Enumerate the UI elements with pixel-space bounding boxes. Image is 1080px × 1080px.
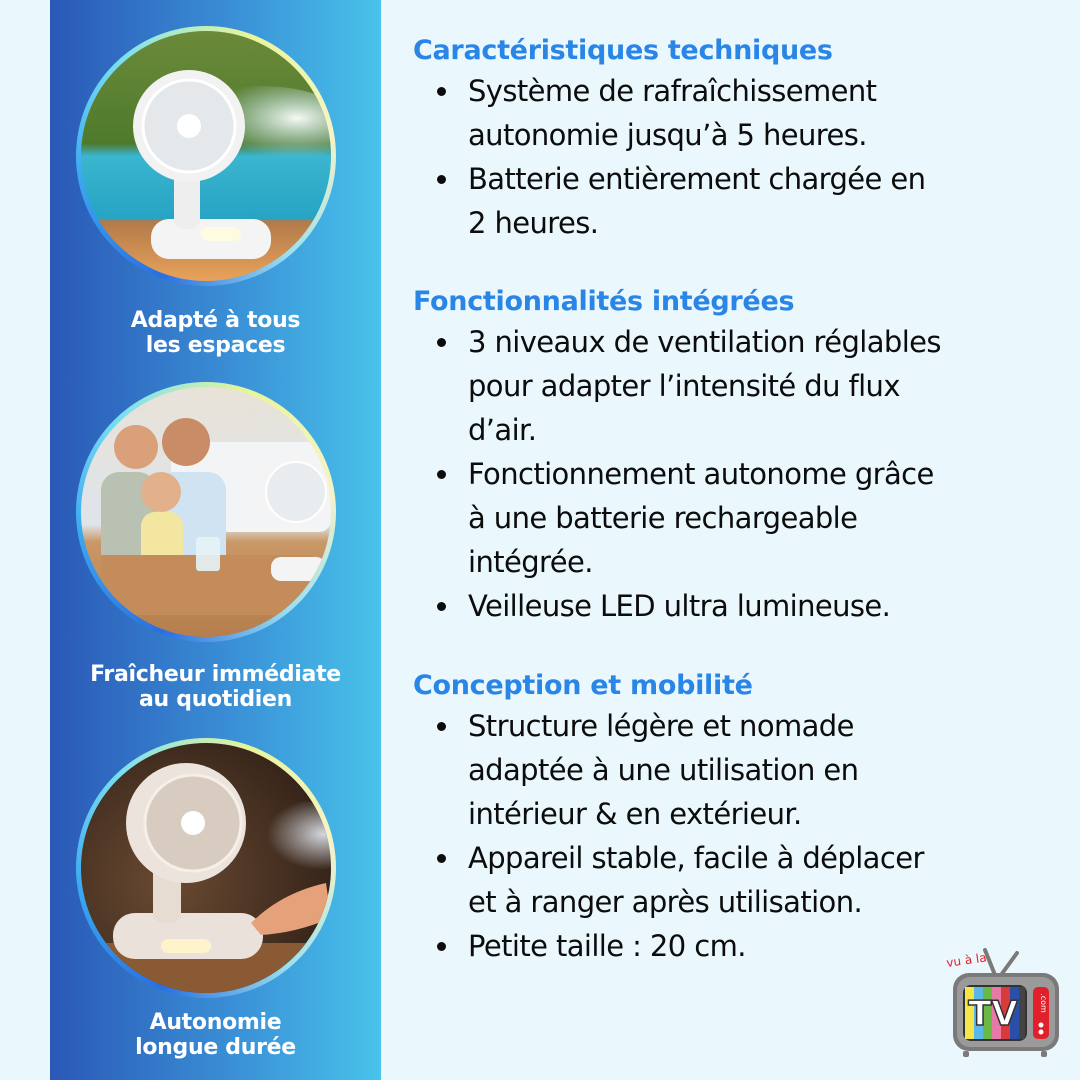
feature-panel	[50, 0, 381, 1080]
list-item-line: Batterie entièrement chargée en	[468, 162, 926, 196]
svg-text:.com: .com	[1039, 993, 1048, 1013]
list-item-line: à une batterie rechargeable	[468, 501, 858, 535]
section-title: Conception et mobilité	[413, 670, 753, 701]
bullet-icon	[437, 338, 446, 347]
bullet-icon	[437, 942, 446, 951]
bullet-icon	[437, 602, 446, 611]
list-item	[413, 157, 1063, 245]
list-item-line: d’air.	[468, 413, 537, 447]
caption-line: longue durée	[135, 1035, 296, 1060]
caption-line: Autonomie	[149, 1010, 282, 1035]
list-item-line: Structure légère et nomade	[468, 709, 854, 743]
bullet-list	[413, 320, 1063, 628]
family-with-fan-photo	[81, 387, 331, 637]
list-item-line: intérieur & en extérieur.	[468, 797, 802, 831]
vu-a-la-tv-logo	[945, 945, 1065, 1070]
bullet-list	[413, 704, 1063, 968]
feature-image-frame	[76, 26, 336, 286]
list-item-line: Petite taille : 20 cm.	[468, 929, 746, 963]
fan-night-light-photo	[81, 743, 331, 993]
list-item-line: adaptée à une utilisation en	[468, 753, 859, 787]
list-item-line: Appareil stable, facile à déplacer	[468, 841, 924, 875]
caption-line: au quotidien	[138, 687, 293, 712]
section-title: Caractéristiques techniques	[413, 35, 833, 66]
caption-line: les espaces	[145, 333, 286, 358]
list-item-line: Fonctionnement autonome grâce	[468, 457, 934, 491]
list-item	[413, 584, 1063, 628]
bullet-icon	[437, 87, 446, 96]
tv-icon	[945, 945, 1065, 1070]
feature-caption	[50, 1010, 381, 1060]
list-item	[413, 452, 1063, 584]
bullet-icon	[437, 722, 446, 731]
bullet-list	[413, 69, 1063, 245]
list-item-line: et à ranger après utilisation.	[468, 885, 863, 919]
caption-line: Adapté à tous	[130, 308, 301, 333]
section-title: Fonctionnalités intégrées	[413, 286, 795, 317]
list-item	[413, 69, 1063, 157]
section-features	[413, 284, 1063, 628]
feature-image-frame	[76, 738, 336, 998]
svg-text:vu à la: vu à la	[945, 950, 988, 970]
list-item-line: 3 niveaux de ventilation réglables	[468, 325, 941, 359]
section-design	[413, 668, 1063, 968]
list-item	[413, 836, 1063, 924]
fan-by-pool-photo	[81, 31, 331, 281]
feature-caption	[50, 308, 381, 358]
list-item-line: autonomie jusqu’à 5 heures.	[468, 118, 867, 152]
bullet-icon	[437, 470, 446, 479]
list-item-line: intégrée.	[468, 545, 593, 579]
list-item-line: Veilleuse LED ultra lumineuse.	[468, 589, 891, 623]
list-item	[413, 320, 1063, 452]
list-item-line: Système de rafraîchissement	[468, 74, 877, 108]
bullet-icon	[437, 854, 446, 863]
list-item-line: 2 heures.	[468, 206, 599, 240]
caption-line: Fraîcheur immédiate	[90, 662, 341, 687]
feature-caption	[50, 662, 381, 712]
list-item-line: pour adapter l’intensité du flux	[468, 369, 900, 403]
list-item	[413, 704, 1063, 836]
feature-image-frame	[76, 382, 336, 642]
svg-text:TV: TV	[968, 994, 1018, 1034]
section-technical	[413, 33, 1063, 245]
bullet-icon	[437, 175, 446, 184]
